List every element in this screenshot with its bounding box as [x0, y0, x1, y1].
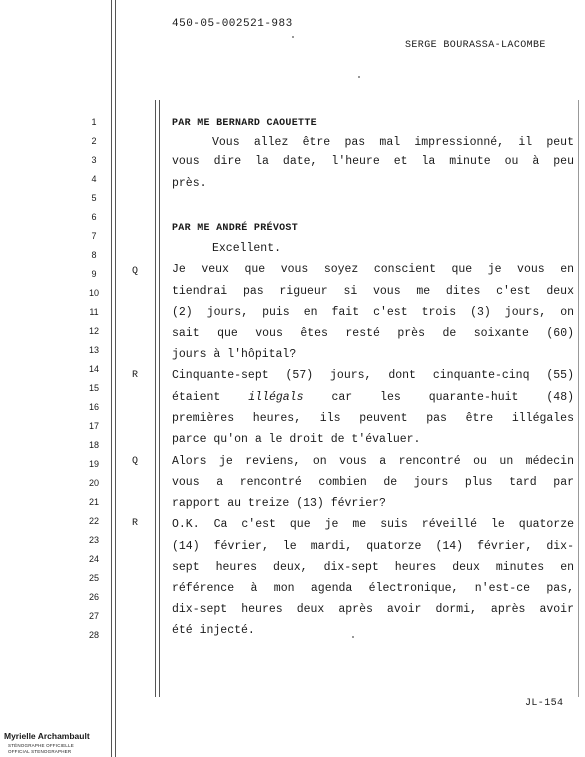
transcript-fragment: étaient — [172, 391, 221, 404]
transcript-line: jours à l'hôpital? — [172, 348, 297, 361]
transcript-line: tiendrai pas rigueur si vous me dites c'est deux — [172, 285, 574, 298]
line-number: 4 — [91, 174, 97, 184]
line-number: 3 — [91, 155, 97, 165]
transcript-line: premières heures, ils peuvent pas être illégales — [172, 412, 574, 425]
speaker-heading-prevost: PAR ME ANDRÉ PRÉVOST — [172, 223, 299, 234]
witness-name: SERGE BOURASSA-LACOMBE — [405, 40, 546, 51]
question-marker: Q — [131, 266, 138, 277]
transcript-line: (2) jours, puis en fait c'est trois (3) jours, on — [172, 306, 574, 319]
line-number: 5 — [91, 193, 97, 203]
line-number: 13 — [88, 345, 99, 355]
transcript-fragment-italic: illégals — [248, 391, 304, 404]
line-number: 27 — [88, 611, 99, 621]
page-code: JL-154 — [525, 698, 564, 709]
transcript-line: Excellent. — [212, 242, 282, 255]
line-number: 28 — [88, 630, 99, 640]
margin-rule-outer-left — [111, 0, 112, 757]
stenographer-title-en: OFFICIAL STENOGRAPHER — [8, 749, 72, 754]
line-number: 2 — [91, 136, 97, 146]
margin-rule-inner-left-2 — [159, 100, 160, 697]
transcript-line: sait que vous êtes resté près de soixante (60) — [172, 327, 574, 340]
line-number: 22 — [88, 516, 99, 526]
line-number: 14 — [88, 364, 99, 374]
transcript-line: rapport au treize (13) février? — [172, 497, 386, 510]
transcript-line: dix-sept heures deux après avoir dormi, après avoir — [172, 603, 574, 616]
line-number: 17 — [88, 421, 99, 431]
transcript-line: Cinquante-sept (57) jours, dont cinquante-cinq (55) — [172, 369, 574, 382]
transcript-line: sept heures deux, dix-sept heures deux minutes en — [172, 561, 574, 574]
scan-speck — [352, 636, 354, 638]
scan-speck — [358, 76, 360, 78]
stenographer-title-fr: STÉNOGRAPHE OFFICIELLE — [8, 743, 74, 748]
line-number: 8 — [91, 250, 97, 260]
margin-rule-outer-left-2 — [115, 0, 116, 757]
stenographer-name: Myrielle Archambault — [4, 731, 90, 741]
line-number: 11 — [89, 307, 99, 317]
line-number: 16 — [88, 402, 99, 412]
line-number: 26 — [88, 592, 99, 602]
transcript-line: vous dire la date, l'heure et la minute ou à peu — [172, 155, 574, 168]
margin-rule-right — [578, 100, 579, 697]
line-number: 25 — [88, 573, 99, 583]
answer-marker: R — [131, 370, 138, 381]
line-number: 20 — [88, 478, 99, 488]
line-number: 12 — [88, 326, 99, 336]
line-number: 18 — [88, 440, 99, 450]
line-number: 23 — [88, 535, 99, 545]
transcript-line: près. — [172, 177, 207, 190]
transcript-line: vous a rencontré combien de jours plus tard par — [172, 476, 574, 489]
transcript-line: (14) février, le mardi, quatorze (14) février, dix- — [172, 540, 574, 553]
scan-speck — [292, 36, 294, 38]
line-number: 6 — [91, 212, 97, 222]
transcript-line: Je veux que vous soyez conscient que je vous en — [172, 263, 574, 276]
transcript-line: Vous allez être pas mal impressionné, il peut — [212, 136, 574, 149]
answer-marker: R — [131, 518, 138, 529]
transcript-line: O.K. Ca c'est que je me suis réveillé le quatorze — [172, 518, 574, 531]
line-number: 9 — [91, 269, 97, 279]
line-number: 24 — [88, 554, 99, 564]
transcript-line: référence à mon agenda électronique, n'est-ce pas, — [172, 582, 574, 595]
transcript-line: été injecté. — [172, 624, 255, 637]
transcript-line — [172, 391, 574, 405]
speaker-heading-caouette: PAR ME BERNARD CAOUETTE — [172, 118, 317, 129]
line-number: 15 — [88, 383, 99, 393]
line-number: 10 — [88, 288, 99, 298]
line-number: 21 — [88, 497, 99, 507]
line-number: 7 — [91, 231, 97, 241]
margin-rule-inner-left — [155, 100, 156, 697]
case-number: 450-05-002521-983 — [172, 18, 293, 30]
transcript-fragment: car les quarante-huit (48) — [331, 391, 574, 404]
line-number: 1 — [91, 117, 97, 127]
question-marker: Q — [131, 456, 138, 467]
transcript-line: Alors je reviens, on vous a rencontré ou un médecin — [172, 455, 574, 468]
transcript-line: parce qu'on a le droit de t'évaluer. — [172, 433, 421, 446]
line-number: 19 — [88, 459, 99, 469]
